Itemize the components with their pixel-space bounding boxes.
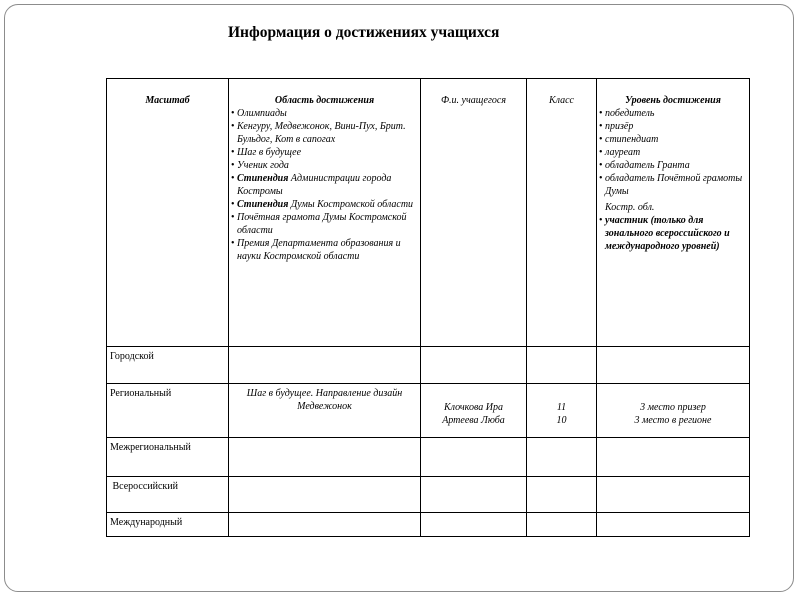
area-list-item: • Стипендия Думы Костромской области <box>229 198 420 211</box>
level-participant-list <box>597 214 749 253</box>
table-row <box>107 513 750 537</box>
area-list-item: • Олимпиады <box>229 107 420 120</box>
level-list-item: • лауреат <box>597 146 749 159</box>
header-area <box>229 79 421 347</box>
row-scale-label: Городской <box>107 347 229 384</box>
level-list-item: • обладатель Гранта <box>597 159 749 172</box>
area-list-item: • Шаг в будущее <box>229 146 420 159</box>
row-level-cell <box>597 477 750 513</box>
table-header-row <box>107 79 750 347</box>
row-scale-label: Региональный <box>107 384 229 438</box>
level-participant-item: • участник (только для зонального всероссийского и международного уровней) <box>597 214 749 253</box>
level-list-item: • призёр <box>597 120 749 133</box>
header-class <box>527 79 597 347</box>
area-list-item: • Стипендия Администрации города Костромы <box>229 172 420 198</box>
row-level-cell <box>597 513 750 537</box>
row-level-cell <box>597 438 750 477</box>
level-list <box>597 107 749 198</box>
header-scale-label: Масштаб <box>145 95 190 106</box>
area-list <box>229 107 420 263</box>
row-student-cell <box>421 477 527 513</box>
header-scale <box>107 79 229 347</box>
table-row <box>107 347 750 384</box>
row-class-cell <box>527 384 597 438</box>
row-student-cell <box>421 438 527 477</box>
area-list-item: • Ученик года <box>229 159 420 172</box>
header-level-label: Уровень достижения <box>625 95 721 106</box>
row-class-cell <box>527 438 597 477</box>
area-list-item: • Премия Департамента образования и науки Костромской области <box>229 237 420 263</box>
row-area-cell <box>229 477 421 513</box>
row-level-cell <box>597 347 750 384</box>
row-area-cell <box>229 347 421 384</box>
row-area-cell <box>229 513 421 537</box>
level-list-item: • победитель <box>597 107 749 120</box>
table-row <box>107 384 750 438</box>
header-area-label: Область достижения <box>274 95 375 106</box>
row-class-cell <box>527 513 597 537</box>
area-list-item: • Почётная грамота Думы Костромской области <box>229 211 420 237</box>
row-class-cell <box>527 477 597 513</box>
row-level-line: 3 место призер <box>640 402 706 413</box>
row-student-cell <box>421 347 527 384</box>
area-list-item: • Кенгуру, Медвежонок, Вини-Пух, Брит. Бульдог, Кот в сапогах <box>229 120 420 146</box>
level-list-item: • стипендиат <box>597 133 749 146</box>
header-student-label: Ф.и. учащегося <box>441 95 506 106</box>
row-scale-label: Всероссийский <box>107 477 229 513</box>
row-area-line: Шаг в будущее. Направление дизайн <box>246 388 403 399</box>
row-class-line: 11 <box>556 402 567 413</box>
row-class-cell <box>527 347 597 384</box>
document-title: Информация о достижениях учащихся <box>228 24 500 41</box>
header-level <box>597 79 750 347</box>
row-student-line: Артеева Люба <box>442 415 505 426</box>
row-student-cell <box>421 513 527 537</box>
achievements-table <box>106 78 750 537</box>
level-note: Костр. обл. <box>605 202 655 213</box>
row-level-cell <box>597 384 750 438</box>
header-class-label: Класс <box>549 95 574 106</box>
table-row <box>107 438 750 477</box>
row-area-cell <box>229 384 421 438</box>
header-student <box>421 79 527 347</box>
row-area-line: Медвежонок <box>297 401 352 412</box>
row-class-line: 10 <box>556 415 567 426</box>
row-student-cell <box>421 384 527 438</box>
row-student-line: Клочкова Ира <box>444 402 503 413</box>
table-row <box>107 477 750 513</box>
row-area-cell <box>229 438 421 477</box>
level-list-item: • обладатель Почётной грамоты Думы <box>597 172 749 198</box>
row-scale-label: Межрегиональный <box>107 438 229 477</box>
row-scale-label: Международный <box>107 513 229 537</box>
row-level-line: 3 место в регионе <box>634 415 712 426</box>
